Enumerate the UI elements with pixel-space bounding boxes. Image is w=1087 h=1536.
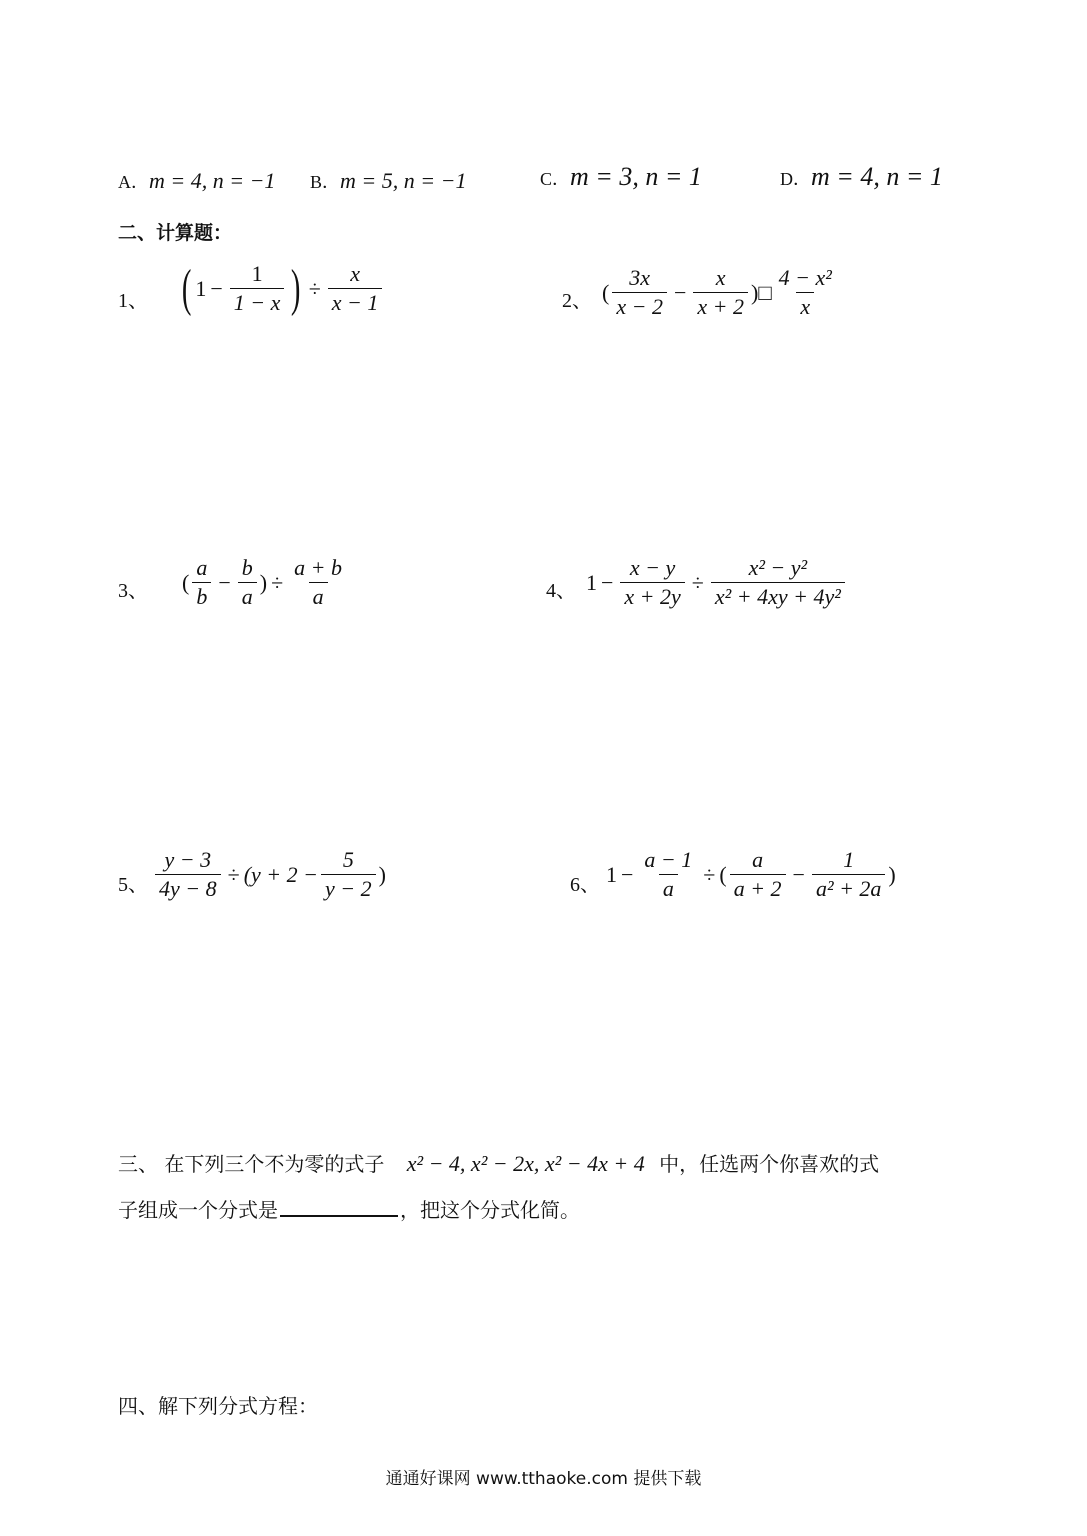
p2-rparen: ) xyxy=(751,279,759,305)
p6-minus: − xyxy=(621,861,634,887)
choice-c-expr: m = 3, n = 1 xyxy=(570,162,702,191)
p4-frac2-den: x² + 4xy + 4y² xyxy=(711,582,845,609)
p1-frac1 xyxy=(230,262,285,315)
right-paren: ) xyxy=(291,259,301,317)
p4-frac1-num: x − y xyxy=(629,555,676,580)
p2-frac3 xyxy=(775,266,836,319)
p2-frac2 xyxy=(693,266,748,319)
p6-frac3-den: a² + 2a xyxy=(812,874,885,901)
p5-frac2 xyxy=(321,848,376,901)
choice-b xyxy=(310,168,466,194)
section3-line2 xyxy=(118,1194,580,1223)
p6-rparen: ) xyxy=(888,861,896,887)
p6-frac1-num: a − 1 xyxy=(644,847,693,872)
page-footer: 通通好课网 www.tthaoke.com 提供下载 xyxy=(385,1469,702,1489)
choice-b-label: B． xyxy=(310,172,341,192)
p1-minus: − xyxy=(210,275,223,301)
p2-box-glyph: □ xyxy=(758,279,772,305)
p3-div: ÷ xyxy=(271,569,284,595)
p3-rparen: ) xyxy=(259,569,268,595)
p3-frac2 xyxy=(238,556,257,609)
p5-frac2-num: 5 xyxy=(342,847,354,872)
p1-frac2-den: x − 1 xyxy=(328,288,383,315)
p4-div: ÷ xyxy=(691,569,704,595)
section2-title: 二、计算题： xyxy=(118,222,233,244)
p1-div: ÷ xyxy=(308,275,321,301)
p2-frac3-den: x xyxy=(796,292,814,319)
p6-minus2: − xyxy=(792,861,805,887)
problem4-expression xyxy=(586,556,848,609)
p5-frac1-den: 4y − 8 xyxy=(155,874,221,901)
problem5-expression xyxy=(152,848,386,901)
section3-line2-pre: 子组成一个分式是 xyxy=(118,1198,278,1222)
p6-frac1 xyxy=(640,848,696,901)
left-paren: ( xyxy=(181,259,192,317)
section3-line2-post: ，把这个分式化简。 xyxy=(400,1198,580,1222)
problem2-expression xyxy=(602,266,839,319)
p6-frac1-den: a xyxy=(659,874,678,901)
p2-frac3-num: 4 − x² xyxy=(778,265,832,290)
section3-line1 xyxy=(118,1148,879,1177)
p3-frac3-num: a + b xyxy=(294,555,343,580)
choice-b-expr: m = 5, n = −1 xyxy=(340,168,467,193)
p4-frac1 xyxy=(620,556,684,609)
p5-mid: (y + 2 − xyxy=(243,861,318,887)
p6-frac2-den: a + 2 xyxy=(730,874,786,901)
choice-c-label: C． xyxy=(540,169,571,189)
p5-frac2-den: y − 2 xyxy=(321,874,376,901)
p3-frac1-den: b xyxy=(192,582,211,609)
p1-frac2-num: x xyxy=(350,261,360,286)
choice-a xyxy=(118,168,275,194)
p1-frac1-num: 1 xyxy=(251,261,263,286)
section3-lead: 三、 在下列三个不为零的式子 xyxy=(118,1152,385,1176)
p2-lparen: ( xyxy=(602,279,610,305)
p1-frac2 xyxy=(328,262,383,315)
choice-d-expr: m = 4, n = 1 xyxy=(811,162,943,191)
problem3-number: 3、 xyxy=(118,580,148,602)
p6-frac3-num: 1 xyxy=(843,847,855,872)
problem1-expression xyxy=(178,259,385,317)
p3-frac3-den: a xyxy=(309,582,328,609)
problem2-number: 2、 xyxy=(562,290,592,312)
p4-minus: − xyxy=(601,569,614,595)
p6-frac2 xyxy=(730,848,786,901)
p4-frac1-den: x + 2y xyxy=(620,582,684,609)
problem6-expression xyxy=(606,848,896,901)
p5-div: ÷ xyxy=(227,861,240,887)
choice-d-label: D． xyxy=(780,169,811,189)
p1-one: 1 xyxy=(195,275,207,301)
p2-frac2-den: x + 2 xyxy=(693,292,748,319)
problem4-number: 4、 xyxy=(546,580,576,602)
p2-frac2-num: x xyxy=(715,265,726,290)
p4-one: 1 xyxy=(586,569,597,595)
p3-lparen: ( xyxy=(182,569,190,595)
p3-frac3 xyxy=(290,556,346,609)
p5-frac1-num: y − 3 xyxy=(164,847,212,872)
p6-frac2-num: a xyxy=(752,847,764,872)
p3-minus: − xyxy=(218,569,231,595)
choice-a-expr: m = 4, n = −1 xyxy=(149,168,276,193)
p6-div: ÷ xyxy=(703,861,716,887)
p3-frac1-num: a xyxy=(196,555,208,580)
p5-rparen: ) xyxy=(378,861,386,887)
choice-c xyxy=(540,162,702,192)
p6-frac3 xyxy=(812,848,885,901)
problem1-number: 1、 xyxy=(118,290,148,312)
p5-frac1 xyxy=(155,848,221,901)
section3-tail: 中，任选两个你喜欢的式 xyxy=(659,1152,880,1176)
p2-frac1-num: 3x xyxy=(629,265,651,290)
answer-blank[interactable] xyxy=(280,1197,398,1217)
section3-expressions: x² − 4, x² − 2x, x² − 4x + 4 xyxy=(406,1151,645,1176)
p3-frac1 xyxy=(192,556,211,609)
p4-frac2-num: x² − y² xyxy=(748,555,808,580)
problem3-expression xyxy=(182,556,349,609)
p2-frac1 xyxy=(612,266,667,319)
p1-frac1-den: 1 − x xyxy=(230,288,285,315)
p3-frac2-num: b xyxy=(241,555,253,580)
problem5-number: 5、 xyxy=(118,874,148,896)
p3-frac2-den: a xyxy=(238,582,257,609)
p6-lparen: ( xyxy=(719,861,727,887)
p2-frac1-den: x − 2 xyxy=(612,292,667,319)
p6-one: 1 xyxy=(606,861,617,887)
problem6-number: 6、 xyxy=(570,874,600,896)
choice-d xyxy=(780,162,943,192)
section4-title: 四、解下列分式方程： xyxy=(118,1394,318,1418)
choice-a-label: A． xyxy=(118,172,149,192)
p2-minus: − xyxy=(673,279,687,305)
p4-frac2 xyxy=(711,556,845,609)
